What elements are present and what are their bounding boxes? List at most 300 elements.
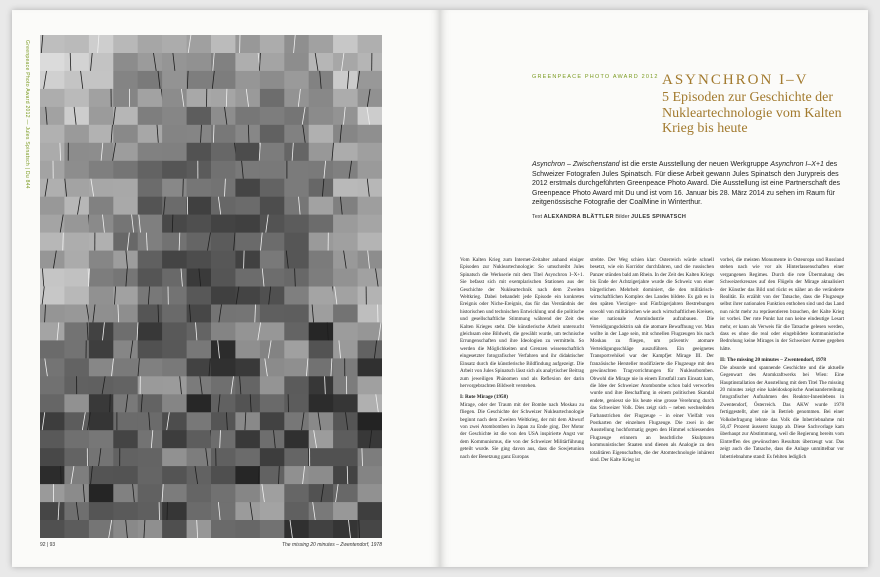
mosaic-tile	[113, 233, 138, 252]
mosaic-tile	[309, 430, 334, 449]
mosaic-tile	[309, 197, 334, 216]
mosaic-tile	[138, 35, 163, 54]
mosaic-tile	[235, 394, 260, 413]
mosaic-tile	[64, 322, 89, 341]
mosaic-tile	[113, 322, 138, 341]
mosaic-tile	[333, 197, 358, 216]
mosaic-tile	[187, 520, 212, 538]
mosaic-tile	[309, 233, 334, 252]
mosaic-tile	[358, 412, 382, 431]
mosaic-tile	[235, 502, 260, 520]
mosaic-tile	[284, 53, 309, 72]
mosaic-tile	[40, 197, 65, 216]
mosaic-tile	[162, 287, 187, 306]
mosaic-tile	[358, 197, 382, 216]
mosaic-tile	[138, 161, 163, 180]
mosaic-tile	[138, 376, 163, 395]
mosaic-tile	[358, 179, 382, 198]
mosaic-tile	[162, 107, 187, 126]
mosaic-tile	[187, 161, 212, 180]
body-column-3	[720, 257, 844, 542]
mosaic-tile	[260, 161, 285, 180]
mosaic-tile	[113, 448, 138, 467]
mosaic-tile	[187, 502, 212, 520]
mosaic-tile	[211, 197, 236, 216]
mosaic-image	[40, 35, 382, 538]
mosaic-tile	[358, 358, 382, 377]
mosaic-tile	[187, 376, 212, 395]
mosaic-tile	[260, 89, 285, 108]
mosaic-tile	[284, 35, 309, 54]
mosaic-tile	[89, 358, 114, 377]
mosaic-tile	[162, 71, 187, 90]
mosaic-tile	[162, 305, 187, 324]
mosaic-tile	[162, 502, 187, 520]
mosaic-tile	[235, 305, 260, 324]
mosaic-tile	[358, 215, 382, 234]
mosaic-tile	[309, 502, 334, 520]
mosaic-tile	[284, 430, 309, 449]
mosaic-tile	[284, 269, 309, 288]
mosaic-tile	[162, 322, 187, 341]
mosaic-tile	[138, 466, 163, 485]
mosaic-tile	[333, 215, 358, 234]
mosaic-tile	[309, 448, 334, 467]
mosaic-tile	[284, 287, 309, 306]
mosaic-tile	[89, 53, 114, 72]
mosaic-tile	[187, 197, 212, 216]
byline-images-label: Bilder	[613, 214, 632, 220]
mosaic-tile	[235, 215, 260, 234]
column-3-text: vorbei, die meisten Monumente in Osteuropa und Russland stehen nach wie vor als Hinterlassenschaften einer vergangenen Regimes. Durch die rote Übermalung des Schweizerkreuzes auf den Flügeln der Mirage aktualisiert der Künstler das Bild und rückt es näher an die veränderte Realität. Es erzählt von der Tatsache, dass die Flugzeuge selbst ihrer nationalen Funktion enthoben sind und das Land nun nicht mehr zu repräsentieren brauchen, der Kalte Krieg ist vorbei. Der rote Punkt hat nun keine eindeutige Lesart mehr, er kann als Verweis für die Tatsache gelesen werden, dass es ohne die real oder eingebildete kommunistische Bedrohung keine Mirages in der Schweizer Armee gegeben hätte.	[720, 257, 844, 352]
mosaic-tile	[64, 269, 89, 288]
mosaic-tile	[211, 71, 236, 90]
mosaic-tile	[235, 251, 260, 270]
left-footer	[40, 542, 382, 548]
lead-paragraph	[532, 160, 842, 208]
mosaic-tile	[187, 412, 212, 431]
mosaic-tile	[64, 358, 89, 377]
mosaic-tile	[235, 484, 260, 503]
mosaic-tile	[284, 89, 309, 108]
mosaic-tile	[40, 89, 65, 108]
mosaic-tile	[64, 305, 89, 324]
mosaic-tile	[162, 412, 187, 431]
mosaic-tile	[358, 53, 382, 72]
mosaic-tile	[89, 484, 114, 503]
mosaic-tile	[89, 251, 114, 270]
mosaic-tile	[358, 520, 382, 538]
mosaic-tile	[211, 125, 236, 144]
mosaic-tile	[284, 125, 309, 144]
mosaic-tile	[89, 430, 114, 449]
mosaic-tile	[284, 448, 309, 467]
mosaic-tile	[113, 161, 138, 180]
mosaic-tile	[333, 430, 358, 449]
mosaic-tile	[162, 394, 187, 413]
mosaic-tile	[284, 71, 309, 90]
mosaic-tile	[187, 394, 212, 413]
mosaic-tile	[187, 179, 212, 198]
mosaic-tile	[260, 412, 285, 431]
mosaic-tile	[309, 107, 334, 126]
mosaic-tile	[187, 340, 212, 359]
mosaic-tile	[211, 412, 236, 431]
mosaic-tile	[162, 35, 187, 54]
mosaic-tile	[40, 53, 65, 72]
mosaic-tile	[40, 322, 65, 341]
mosaic-tile	[235, 322, 260, 341]
kicker: GREENPEACE PHOTO AWARD 2012	[532, 74, 659, 80]
mosaic-tile	[284, 322, 309, 341]
mosaic-tile	[235, 233, 260, 252]
mosaic-tile	[138, 197, 163, 216]
mosaic-tile	[89, 269, 114, 288]
mosaic-tile	[284, 520, 309, 538]
mosaic-tile	[113, 215, 138, 234]
mosaic-tile	[309, 466, 334, 485]
mosaic-tile	[284, 358, 309, 377]
mosaic-tile	[211, 502, 236, 520]
byline-photographer: JULES SPINATSCH	[631, 214, 687, 220]
mosaic-tile	[211, 287, 236, 306]
mosaic-tile	[162, 197, 187, 216]
mosaic-tile	[260, 322, 285, 341]
mosaic-tile	[211, 305, 236, 324]
mosaic-tile	[260, 502, 285, 520]
mosaic-tile	[187, 107, 212, 126]
mosaic-tile	[138, 53, 163, 72]
mosaic-tile	[235, 269, 260, 288]
mosaic-tile	[162, 161, 187, 180]
mosaic-tile	[333, 376, 358, 395]
mosaic-tile	[358, 376, 382, 395]
photo-caption: The missing 20 minutes – Zwentendorf, 1978	[281, 542, 382, 548]
mosaic-tile	[260, 197, 285, 216]
mosaic-tile	[89, 502, 114, 520]
mosaic-tile	[235, 53, 260, 72]
mosaic-tile	[235, 376, 260, 395]
column-2-text: strebte. Der Weg schien klar: Österreich würde schnell besetzt, wie ein Korridor durchfahren, und die russischen Panzer stünden bald am Rhein. In der Zeit des Kalten Kriegs bis Ende der Achtzigerjahre wurde die Schweiz von einer bürgerlichen Mehrheit dominiert, die den militärisch-wirtschaftlichen Komplex des Landes bildete. Es gab es in den späten Vierziger- und Fünfzigerjahren Bestrebungen sowohl von militärischen wie auch wirtschaftlichen Kreisen, eine nationale Atomindustrie aufzubauen. Die Verteidigungsdoktrin sah die atomare Bewaffnung vor. Man wollte in der Lage sein, mit schnellen Flugzeugen bis nach Moskau zu fliegen, um präventiv atomare Verteidigungsschläge auszuführen. Ein geeignetes Transportvehikel war der Kampfjet Mirage III. Der französische Hersteller modifizierte die Flugzeuge mit den gewünschten Tragvorrichtungen für Nuklearbomben. Obwohl die Mirage nie in einem Ernstfall zum Einsatz kam, die Idee der Schweizer Atombombe schon bald verworfen wurde und ihre Beschaffung in einem politischen Skandal endete, geniesst sie bis heute eine grosse Verehrung durch das Schweizer Volk. Dies zeigt sich – neben wechselnden Farbanstrichen der Flugzeuge – in einer Vielfalt von Postkarten der einzelnen Flugzeuge. Die zwei in der Ausstellung hochformatig gegen den Himmel schiessenden Flugzeuge erinnern an beachtliche Skulpturen kommunistischer Staaten und dienen als Analogie zu den totalitären Eigenschaften, die der Atomtechnologie inhärent sind. Der Kalte Krieg ist	[590, 257, 714, 463]
mosaic-tile	[284, 340, 309, 359]
mosaic-tile	[138, 143, 163, 162]
mosaic-tile	[358, 484, 382, 503]
mosaic-tile	[284, 376, 309, 395]
mosaic-tile	[260, 305, 285, 324]
mosaic-tile	[138, 287, 163, 306]
mosaic-tile	[138, 358, 163, 377]
mosaic-tile	[89, 322, 114, 341]
mosaic-tile	[40, 35, 65, 54]
mosaic-tile	[284, 502, 309, 520]
side-credit	[22, 40, 32, 340]
mosaic-tile	[333, 161, 358, 180]
right-page	[440, 10, 868, 567]
mosaic-tile	[260, 251, 285, 270]
mosaic-tile	[89, 376, 114, 395]
mosaic-tile	[162, 466, 187, 485]
mosaic-tile	[89, 35, 114, 54]
mosaic-tile	[187, 358, 212, 377]
mosaic-tile	[162, 233, 187, 252]
mosaic-tile	[89, 71, 114, 90]
article-title: ASYNCHRON I–V	[662, 72, 809, 88]
mosaic-tile	[89, 340, 114, 359]
mosaic-tile	[138, 340, 163, 359]
side-credit-text: Greenpeace Photo Award 2012 — Jules Spinatsch | Du 844	[24, 40, 30, 189]
mosaic-tile	[284, 484, 309, 503]
mosaic-tile	[40, 430, 65, 449]
mosaic-tile	[260, 215, 285, 234]
mosaic-tile	[260, 358, 285, 377]
mosaic-tile	[358, 322, 382, 341]
mosaic-tile	[260, 287, 285, 306]
mosaic-line	[183, 179, 184, 197]
mosaic-tile	[138, 448, 163, 467]
mosaic-tile	[64, 448, 89, 467]
mosaic-tile	[211, 448, 236, 467]
mosaic-tile	[211, 107, 236, 126]
mosaic-tile	[260, 340, 285, 359]
mosaic-tile	[284, 107, 309, 126]
mosaic-tile	[235, 466, 260, 485]
mosaic-tile	[309, 376, 334, 395]
section-paragraph-2: Die absurde und spannende Geschichte und die aktuelle Gegenwart des Atomkraftwerks bei Wien: Eine Hauptinstallation der Ausstellung mit dem Titel The missing 20 minutes zeigt eine kaleidoskopische Aneinanderreihung fotografischer Aufnahmen des Reaktor-Innenlebens in Zwentendorf, Österreich. Das AKW wurde 1978 fertiggestellt, aber nie in Betrieb genommen. Bei einer Volksbefragung lehnte das Volk die Inbetriebnahme mit 50,47 Prozent äusserst knapp ab. Diese Sachvorlage kam überhaupt zur Abstimmung, weil die Regierung bereits vom Eintreffen des gewünschten Resultats überzeugt war. Das zeigt auch die Tatsache, dass die Anlage unmittelbar vor Inbetriebnahme stand: Es fehlten lediglich	[720, 364, 844, 460]
mosaic-tile	[284, 412, 309, 431]
mosaic-tile	[235, 287, 260, 306]
mosaic-tile	[284, 143, 309, 162]
mosaic-tile	[358, 251, 382, 270]
mosaic-tile	[358, 233, 382, 252]
mosaic-tile	[333, 340, 358, 359]
mosaic-tile	[284, 233, 309, 252]
mosaic-tile	[358, 143, 382, 162]
mosaic-tile	[309, 394, 334, 413]
mosaic-tile	[64, 125, 89, 144]
mosaic-tile	[64, 89, 89, 108]
mosaic-tile	[309, 340, 334, 359]
mosaic-line	[61, 466, 62, 484]
mosaic-tile	[235, 520, 260, 538]
mosaic-tile	[309, 53, 334, 72]
mosaic-tile	[284, 161, 309, 180]
mosaic-tile	[235, 412, 260, 431]
mosaic-tile	[40, 376, 65, 395]
byline-author: ALEXANDRA BLÄTTLER	[543, 214, 614, 220]
mosaic-tile	[138, 179, 163, 198]
section-heading-2: II: The missing 20 minutes – Zwentendorf, 1978	[720, 357, 826, 364]
mosaic-tile	[187, 53, 212, 72]
mosaic-tile	[40, 340, 65, 359]
mosaic-tile	[260, 430, 285, 449]
mosaic-tile	[64, 466, 89, 485]
mosaic-tile	[138, 484, 163, 503]
mosaic-tile	[89, 466, 114, 485]
mosaic-tile	[40, 233, 65, 252]
mosaic-tile	[162, 143, 187, 162]
mosaic-tile	[89, 125, 114, 144]
mosaic-tile	[40, 107, 65, 126]
mosaic-tile	[309, 287, 334, 306]
mosaic-tile	[89, 107, 114, 126]
section-heading-1: I: Rote Mirage (1958)	[460, 394, 508, 401]
mosaic-tile	[284, 305, 309, 324]
mosaic-tile	[235, 35, 260, 54]
mosaic-tile	[333, 466, 358, 485]
mosaic-tile	[162, 448, 187, 467]
mosaic-tile	[309, 520, 334, 538]
mosaic-tile	[260, 71, 285, 90]
mosaic-tile	[211, 322, 236, 341]
mosaic-tile	[113, 287, 138, 306]
mosaic-tile	[235, 107, 260, 126]
mosaic-tile	[211, 340, 236, 359]
mosaic-tile	[64, 179, 89, 198]
mosaic-tile	[358, 287, 382, 306]
lead-rest: des Schweizer Fotografen Jules Spinatsch. Für diese Arbeit gewann Jules Spinatsch den Jurypreis des 2012 erstmals durchgeführten Greenpeace Photo Award. Die Ausstellung ist eine Partnerschaft des Greenpeace Photo Award mit Du und ist vom 16. Januar bis 28. März 2014 zu sehen im Raum für zeitgenössische Fotografie der CoalMine in Winterthur.	[532, 161, 841, 207]
mosaic-tile	[211, 251, 236, 270]
mosaic-tile	[211, 520, 236, 538]
mosaic-tile	[113, 376, 138, 395]
body-column-1	[460, 257, 584, 542]
mosaic-tile	[138, 251, 163, 270]
mosaic-tile	[284, 215, 309, 234]
mosaic-tile	[187, 287, 212, 306]
mosaic-tile	[309, 269, 334, 288]
mosaic-tile	[284, 197, 309, 216]
mosaic-tile	[333, 179, 358, 198]
mosaic-tile	[113, 71, 138, 90]
mosaic-tile	[260, 466, 285, 485]
mosaic-tile	[64, 340, 89, 359]
lead-mid: ist die erste Ausstellung der neuen Werkgruppe	[619, 161, 771, 168]
mosaic-tile	[235, 179, 260, 198]
mosaic-tile	[284, 179, 309, 198]
mosaic-tile	[358, 161, 382, 180]
mosaic-tile	[64, 197, 89, 216]
body-column-2	[590, 257, 714, 542]
mosaic-tile	[187, 484, 212, 503]
mosaic-line	[167, 502, 168, 520]
mosaic-tile	[162, 430, 187, 449]
mosaic-tile	[309, 143, 334, 162]
mosaic-tile	[64, 484, 89, 503]
mosaic-tile	[64, 430, 89, 449]
mosaic-tile	[113, 179, 138, 198]
mosaic-tile	[309, 35, 334, 54]
mosaic-tile	[113, 35, 138, 54]
mosaic-tile	[138, 520, 163, 538]
mosaic-tile	[260, 233, 285, 252]
mosaic-tile	[89, 448, 114, 467]
mosaic-tile	[333, 358, 358, 377]
mosaic-tile	[235, 143, 260, 162]
mosaic-tile	[138, 125, 163, 144]
mosaic-tile	[89, 161, 114, 180]
mosaic-tile	[358, 125, 382, 144]
mosaic-tile	[333, 107, 358, 126]
mosaic-tile	[89, 412, 114, 431]
mosaic-tile	[64, 251, 89, 270]
mosaic-tile	[333, 233, 358, 252]
mosaic-tile	[113, 430, 138, 449]
mosaic-tile	[260, 448, 285, 467]
mosaic-tile	[162, 125, 187, 144]
lead-italic-2: Asynchron I–X+1	[770, 161, 824, 168]
mosaic-tile	[113, 125, 138, 144]
mosaic-tile	[40, 143, 65, 162]
mosaic-tile	[113, 107, 138, 126]
mosaic-tile	[358, 107, 382, 126]
lead-italic: Asynchron – Zwischenstand	[532, 161, 620, 168]
mosaic-tile	[64, 107, 89, 126]
mosaic-tile	[333, 448, 358, 467]
magazine-spread	[12, 10, 868, 567]
mosaic-tile	[333, 125, 358, 144]
mosaic-tile	[40, 502, 65, 520]
mosaic-tile	[113, 143, 138, 162]
mosaic-tile	[235, 448, 260, 467]
mosaic-tile	[113, 89, 138, 108]
mosaic-tile	[284, 466, 309, 485]
mosaic-tile	[138, 233, 163, 252]
mosaic-tile	[235, 197, 260, 216]
mosaic-tile	[358, 35, 382, 54]
mosaic-tile	[211, 430, 236, 449]
mosaic-tile	[187, 322, 212, 341]
mosaic-tile	[162, 376, 187, 395]
mosaic-tile	[211, 394, 236, 413]
mosaic-tile	[235, 125, 260, 144]
mosaic-tile	[333, 143, 358, 162]
mosaic-tile	[333, 520, 358, 538]
mosaic-tile	[113, 466, 138, 485]
mosaic-tile	[89, 89, 114, 108]
mosaic-tile	[40, 125, 65, 144]
mosaic-tile	[309, 412, 334, 431]
left-page	[12, 10, 440, 567]
mosaic-tile	[64, 233, 89, 252]
mosaic-tile	[187, 215, 212, 234]
mosaic-tile	[162, 358, 187, 377]
mosaic-tile	[162, 215, 187, 234]
mosaic-tile	[358, 71, 382, 90]
mosaic-tile	[309, 161, 334, 180]
mosaic-tile	[187, 89, 212, 108]
mosaic-tile	[138, 89, 163, 108]
mosaic-tile	[64, 394, 89, 413]
mosaic-tile	[333, 89, 358, 108]
mosaic-tile	[187, 71, 212, 90]
mosaic-tile	[333, 71, 358, 90]
mosaic-tile	[235, 358, 260, 377]
mosaic-tile	[64, 161, 89, 180]
mosaic-tile	[211, 143, 236, 162]
mosaic-tile	[40, 484, 65, 503]
mosaic-tile	[309, 358, 334, 377]
mosaic-tile	[187, 143, 212, 162]
mosaic-tile	[64, 35, 89, 54]
mosaic-tile	[40, 358, 65, 377]
mosaic-tile	[187, 125, 212, 144]
mosaic-tile	[138, 215, 163, 234]
mosaic-tile	[211, 161, 236, 180]
mosaic-tile	[260, 35, 285, 54]
mosaic-tile	[40, 448, 65, 467]
article-subtitle: 5 Episoden zur Geschichte der Nukleartechnologie vom Kalten Krieg bis heute	[662, 90, 842, 136]
mosaic-tile	[211, 484, 236, 503]
mosaic-tile	[211, 89, 236, 108]
